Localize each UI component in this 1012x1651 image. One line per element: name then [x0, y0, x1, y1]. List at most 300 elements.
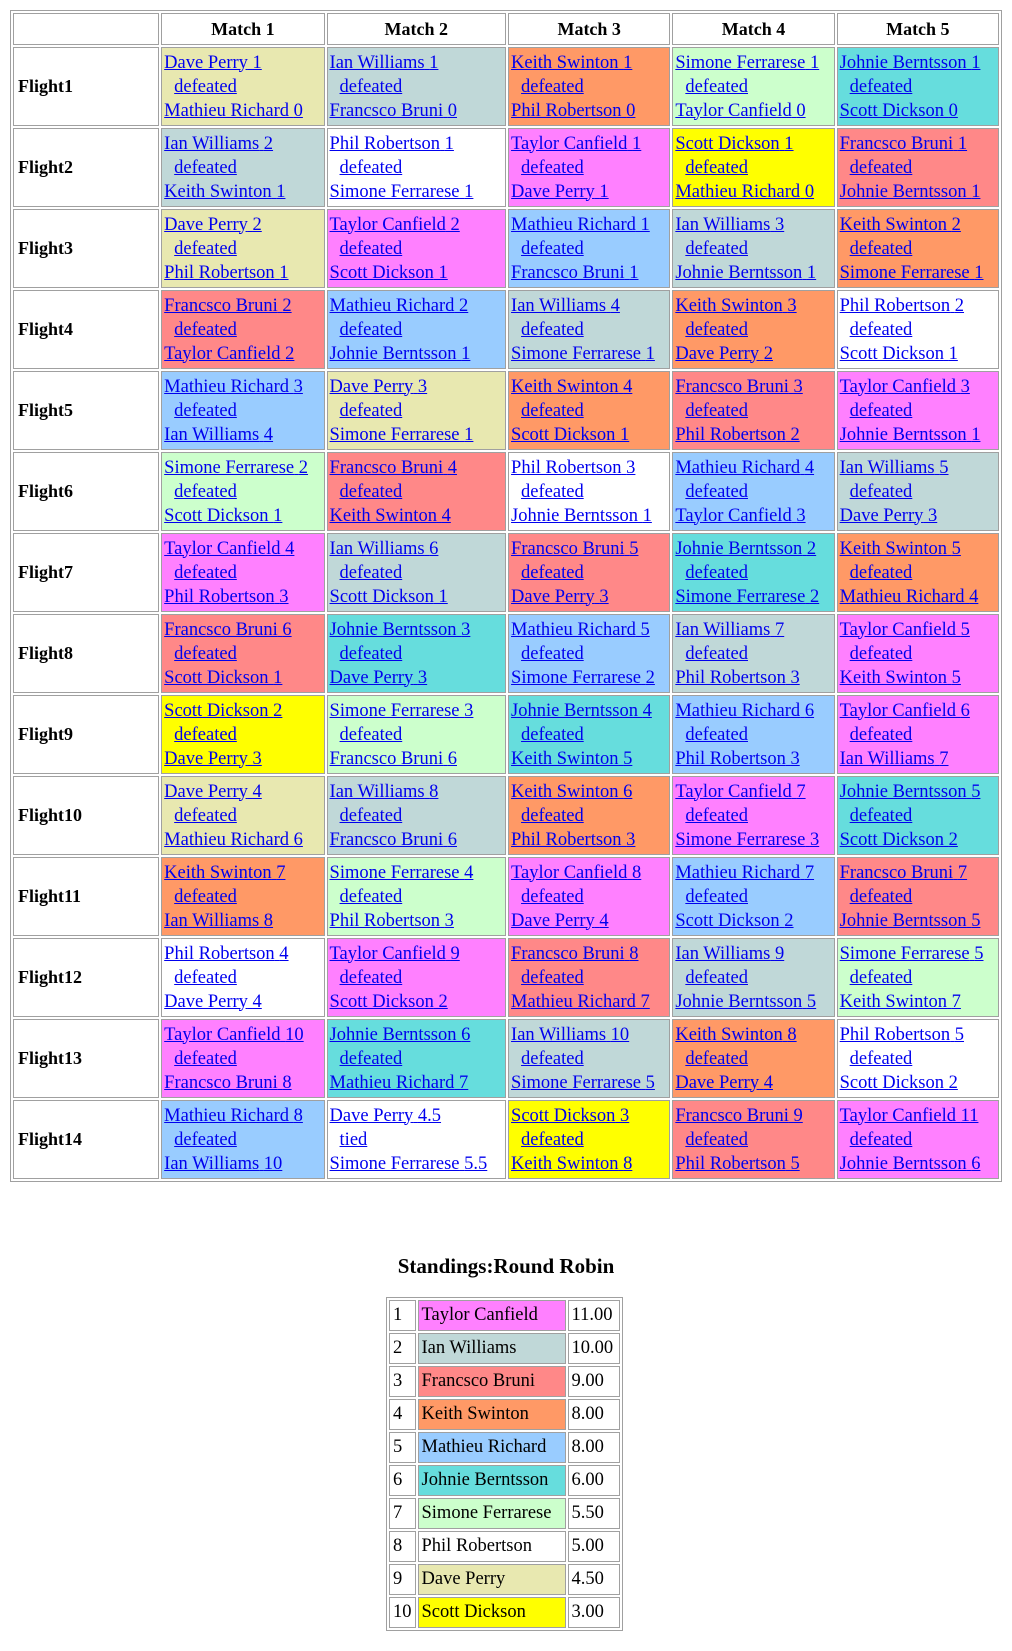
- loser-score: 4: [599, 910, 609, 931]
- match-loser: [164, 99, 323, 123]
- match-cell: [837, 857, 999, 936]
- winner-score: 9: [450, 943, 460, 964]
- winner-score: 6: [429, 538, 439, 559]
- match-result-link[interactable]: [164, 456, 323, 528]
- winner-score: 2: [273, 700, 283, 721]
- match-verb: defeated: [685, 400, 748, 421]
- match-result-link[interactable]: [840, 618, 998, 690]
- match-cell: [508, 47, 670, 126]
- match-result-link[interactable]: [330, 213, 506, 285]
- match-result-link[interactable]: [840, 375, 998, 447]
- flight-label: Flight7: [13, 533, 159, 612]
- match-verb: defeated: [339, 967, 403, 988]
- loser-name: Dave Perry: [164, 748, 248, 769]
- winner-score: 1: [640, 214, 650, 235]
- loser-score: 1: [948, 343, 958, 364]
- column-header: Match 4: [672, 13, 834, 45]
- match-result-link[interactable]: [164, 1023, 323, 1095]
- match-result-link[interactable]: [840, 1023, 998, 1095]
- winner-score: 4.5: [417, 1105, 442, 1126]
- loser-name: Phil Robertson: [675, 1153, 786, 1174]
- match-verb: defeated: [174, 76, 237, 97]
- schedule-table: [10, 10, 1002, 1182]
- match-result-link[interactable]: [330, 1104, 506, 1176]
- flight-row: [13, 209, 999, 288]
- match-verb: defeated: [849, 76, 913, 97]
- winner-score: 1: [809, 52, 820, 73]
- match-result-link[interactable]: [675, 861, 833, 933]
- winner-name: Francsco Bruni: [164, 295, 278, 316]
- match-verb: defeated: [174, 319, 237, 340]
- match-result-link[interactable]: [511, 618, 669, 690]
- match-result-link[interactable]: [164, 1104, 323, 1176]
- flight-label: Flight13: [13, 1019, 159, 1098]
- column-header: Match 2: [327, 13, 507, 45]
- match-result-link[interactable]: [675, 618, 833, 690]
- loser-name: Dave Perry: [675, 1072, 760, 1093]
- winner-name: Keith Swinton: [511, 376, 619, 397]
- match-result-link[interactable]: [840, 537, 998, 609]
- match-winner: [511, 51, 669, 75]
- match-cell: [508, 128, 670, 207]
- winner-score: 8: [293, 1105, 303, 1126]
- match-cell: [161, 695, 324, 774]
- loser-name: Dave Perry: [511, 181, 595, 202]
- loser-score: 0: [948, 100, 958, 121]
- standings-rank: 9: [389, 1564, 416, 1595]
- match-loser: [840, 828, 998, 852]
- match-cell: [837, 209, 999, 288]
- winner-name: Dave Perry: [164, 781, 248, 802]
- match-result-link[interactable]: [330, 537, 506, 609]
- match-verb: defeated: [849, 643, 913, 664]
- winner-name: Taylor Canfield: [164, 538, 281, 559]
- match-verb: defeated: [521, 76, 584, 97]
- match-result-link[interactable]: [330, 375, 506, 447]
- standings-points: 9.00: [568, 1366, 620, 1397]
- loser-score: 5.5: [464, 1153, 488, 1174]
- flight-row: [13, 695, 999, 774]
- flight-row: [13, 47, 999, 126]
- match-result-link[interactable]: [511, 456, 669, 528]
- loser-name: Simone Ferrarese: [675, 586, 806, 607]
- match-loser: [675, 99, 833, 123]
- match-loser: [511, 504, 669, 528]
- match-result-link[interactable]: [330, 1023, 506, 1095]
- winner-score: 8: [629, 943, 639, 964]
- standings-points: 4.50: [568, 1564, 620, 1595]
- match-loser: [675, 909, 833, 933]
- winner-name: Keith Swinton: [675, 295, 783, 316]
- standings-points: 10.00: [568, 1333, 620, 1364]
- winner-score: 5: [629, 538, 639, 559]
- standings-row: [389, 1465, 620, 1496]
- loser-score: 2: [784, 910, 794, 931]
- match-result-link[interactable]: [675, 942, 833, 1014]
- match-winner: [330, 456, 506, 480]
- winner-name: Scott Dickson: [675, 133, 780, 154]
- standings-row: [389, 1564, 620, 1595]
- winner-score: 5: [939, 457, 949, 478]
- winner-name: Dave Perry: [164, 52, 248, 73]
- winner-name: Simone Ferrarese: [839, 943, 970, 964]
- loser-name: Johnie Berntsson: [839, 910, 967, 931]
- match-winner: [511, 213, 669, 237]
- winner-name: Dave Perry: [329, 1105, 414, 1126]
- match-cell: [161, 209, 324, 288]
- match-cell: [161, 614, 324, 693]
- match-verb: defeated: [849, 238, 913, 259]
- match-loser: [164, 990, 323, 1014]
- match-loser: [840, 99, 998, 123]
- match-cell: [672, 371, 834, 450]
- match-result-link[interactable]: [675, 294, 833, 366]
- match-winner: [164, 618, 323, 642]
- winner-name: Johnie Berntsson: [839, 781, 967, 802]
- match-result-link[interactable]: [164, 861, 323, 933]
- match-result-link[interactable]: [675, 375, 833, 447]
- winner-score: 3: [774, 214, 785, 235]
- winner-name: Francsco Bruni: [675, 1105, 789, 1126]
- winner-score: 4: [642, 700, 652, 721]
- match-cell: [161, 290, 324, 369]
- winner-name: Taylor Canfield: [511, 133, 628, 154]
- loser-score: 3: [796, 505, 806, 526]
- winner-name: Keith Swinton: [511, 52, 619, 73]
- match-result-link[interactable]: [511, 213, 669, 285]
- match-result-link[interactable]: [675, 213, 833, 285]
- match-verb: defeated: [339, 481, 403, 502]
- match-result-link[interactable]: [840, 51, 998, 123]
- match-winner: [511, 618, 669, 642]
- loser-name: Scott Dickson: [675, 910, 780, 931]
- match-cell: [327, 614, 507, 693]
- match-result-link[interactable]: [330, 618, 506, 690]
- standings-points: 6.00: [568, 1465, 620, 1496]
- standings-table: [386, 1297, 623, 1631]
- winner-score: 3: [464, 700, 474, 721]
- match-result-link[interactable]: [164, 51, 323, 123]
- standings-rank: 7: [389, 1498, 416, 1529]
- match-loser: [330, 99, 506, 123]
- winner-score: 8: [632, 862, 642, 883]
- loser-name: Dave Perry: [511, 586, 595, 607]
- match-result-link[interactable]: [675, 699, 833, 771]
- loser-name: Phil Robertson: [675, 424, 786, 445]
- winner-score: 1: [623, 52, 633, 73]
- match-loser: [840, 342, 998, 366]
- loser-name: Ian Williams: [164, 1153, 260, 1174]
- match-winner: [840, 132, 998, 156]
- match-verb: defeated: [849, 805, 913, 826]
- standings-rank: 10: [389, 1597, 416, 1628]
- match-winner: [675, 294, 833, 318]
- loser-score: 2: [438, 991, 448, 1012]
- loser-name: Simone Ferrarese: [511, 667, 642, 688]
- standings-row: [389, 1531, 620, 1562]
- winner-name: Mathieu Richard: [675, 457, 801, 478]
- match-result-link[interactable]: [675, 1104, 833, 1176]
- match-result-link[interactable]: [511, 861, 669, 933]
- match-winner: [675, 213, 833, 237]
- loser-name: Johnie Berntsson: [839, 181, 967, 202]
- match-loser: [840, 909, 998, 933]
- match-verb: defeated: [521, 481, 584, 502]
- winner-name: Francsco Bruni: [511, 538, 625, 559]
- match-result-link[interactable]: [511, 375, 669, 447]
- loser-name: Ian Williams: [839, 748, 935, 769]
- loser-score: 7: [640, 991, 650, 1012]
- match-loser: [164, 585, 323, 609]
- match-winner: [511, 375, 669, 399]
- match-cell: [672, 776, 834, 855]
- match-result-link[interactable]: [164, 213, 323, 285]
- match-cell: [837, 371, 999, 450]
- match-verb: defeated: [849, 1129, 913, 1150]
- match-result-link[interactable]: [840, 780, 998, 852]
- match-cell: [508, 452, 670, 531]
- match-cell: [508, 371, 670, 450]
- match-loser: [840, 747, 998, 771]
- match-verb: defeated: [685, 1129, 748, 1150]
- loser-score: 6: [971, 1153, 981, 1174]
- match-winner: [675, 456, 833, 480]
- match-result-link[interactable]: [330, 699, 506, 771]
- winner-score: 2: [459, 295, 469, 316]
- match-result-link[interactable]: [330, 780, 506, 852]
- match-loser: [675, 1152, 833, 1176]
- winner-name: Keith Swinton: [511, 781, 619, 802]
- match-result-link[interactable]: [164, 942, 323, 1014]
- winner-name: Taylor Canfield: [329, 214, 446, 235]
- loser-score: 1: [629, 262, 639, 283]
- match-loser: [675, 747, 833, 771]
- match-loser: [330, 990, 506, 1014]
- loser-score: 1: [620, 424, 630, 445]
- match-verb: defeated: [174, 400, 237, 421]
- standings-player: Ian Williams: [418, 1333, 566, 1364]
- match-cell: [161, 938, 324, 1017]
- match-result-link[interactable]: [675, 132, 833, 204]
- match-result-link[interactable]: [511, 942, 669, 1014]
- loser-name: Phil Robertson: [164, 586, 275, 607]
- match-cell: [672, 938, 834, 1017]
- winner-score: 2: [263, 133, 274, 154]
- winner-name: Johnie Berntsson: [329, 1024, 457, 1045]
- match-result-link[interactable]: [164, 780, 323, 852]
- match-winner: [164, 699, 323, 723]
- winner-name: Mathieu Richard: [329, 295, 455, 316]
- match-result-link[interactable]: [330, 861, 506, 933]
- match-result-link[interactable]: [675, 780, 833, 852]
- match-result-link[interactable]: [840, 456, 998, 528]
- loser-score: 1: [273, 505, 283, 526]
- match-cell: [508, 857, 670, 936]
- match-result-link[interactable]: [511, 132, 669, 204]
- loser-score: 3: [279, 586, 289, 607]
- loser-name: Mathieu Richard: [839, 586, 965, 607]
- match-result-link[interactable]: [164, 537, 323, 609]
- match-result-link[interactable]: [330, 942, 506, 1014]
- winner-name: Francsco Bruni: [839, 133, 954, 154]
- winner-score: 3: [293, 376, 303, 397]
- loser-name: Johnie Berntsson: [329, 343, 457, 364]
- loser-score: 5: [623, 748, 633, 769]
- match-winner: [840, 861, 998, 885]
- winner-name: Francsco Bruni: [675, 376, 789, 397]
- corner-cell: [13, 13, 159, 45]
- winner-score: 4: [623, 376, 633, 397]
- loser-score: 5: [645, 1072, 655, 1093]
- match-result-link[interactable]: [511, 294, 669, 366]
- standings-points: 5.50: [568, 1498, 620, 1529]
- match-result-link[interactable]: [511, 1023, 669, 1095]
- match-result-link[interactable]: [840, 699, 998, 771]
- match-result-link[interactable]: [164, 294, 323, 366]
- match-loser: [164, 828, 323, 852]
- match-verb: defeated: [339, 319, 403, 340]
- loser-score: 10: [263, 1153, 283, 1174]
- winner-score: 7: [957, 862, 968, 883]
- match-loser: [675, 585, 833, 609]
- match-verb: defeated: [521, 1129, 584, 1150]
- loser-name: Francsco Bruni: [329, 748, 444, 769]
- loser-name: Taylor Canfield: [675, 505, 792, 526]
- match-loser: [675, 1071, 833, 1095]
- loser-name: Ian Williams: [164, 424, 260, 445]
- match-loser: [675, 666, 833, 690]
- standings-rank: 5: [389, 1432, 416, 1463]
- flight-label: Flight5: [13, 371, 159, 450]
- match-result-link[interactable]: [330, 132, 506, 204]
- match-result-link[interactable]: [164, 132, 323, 204]
- winner-name: Phil Robertson: [839, 295, 951, 316]
- match-verb: defeated: [521, 157, 584, 178]
- match-winner: [164, 294, 323, 318]
- standings-row: [389, 1366, 620, 1397]
- winner-name: Mathieu Richard: [511, 214, 636, 235]
- match-result-link[interactable]: [164, 618, 323, 690]
- match-winner: [675, 780, 833, 804]
- match-cell: [161, 776, 324, 855]
- match-verb: defeated: [174, 643, 237, 664]
- standings-rank: 3: [389, 1366, 416, 1397]
- match-cell: [672, 1019, 834, 1098]
- match-result-link[interactable]: [511, 780, 669, 852]
- winner-score: 5: [960, 619, 970, 640]
- match-loser: [330, 747, 506, 771]
- winner-name: Phil Robertson: [329, 133, 441, 154]
- winner-name: Francsco Bruni: [839, 862, 954, 883]
- match-verb: defeated: [849, 157, 913, 178]
- match-result-link[interactable]: [511, 1104, 669, 1176]
- flight-row: [13, 938, 999, 1017]
- match-verb: defeated: [174, 724, 237, 745]
- standings-player: Dave Perry: [418, 1564, 566, 1595]
- match-winner: [164, 51, 323, 75]
- match-loser: [164, 342, 323, 366]
- match-result-link[interactable]: [330, 456, 506, 528]
- match-loser: [840, 666, 998, 690]
- match-winner: [164, 1023, 323, 1047]
- match-verb: defeated: [339, 76, 403, 97]
- match-loser: [511, 909, 669, 933]
- match-result-link[interactable]: [840, 1104, 998, 1176]
- match-verb: defeated: [849, 886, 913, 907]
- match-result-link[interactable]: [330, 294, 506, 366]
- match-winner: [164, 456, 323, 480]
- winner-name: Scott Dickson: [164, 700, 269, 721]
- match-cell: [672, 209, 834, 288]
- winner-name: Ian Williams: [329, 781, 425, 802]
- match-loser: [511, 423, 669, 447]
- loser-name: Ian Williams: [164, 910, 260, 931]
- winner-score: 1: [429, 52, 439, 73]
- match-result-link[interactable]: [164, 375, 323, 447]
- match-loser: [840, 1071, 998, 1095]
- standings-player: Taylor Canfield: [418, 1300, 566, 1331]
- match-loser: [511, 747, 669, 771]
- match-cell: [327, 1100, 507, 1179]
- loser-name: Francsco Bruni: [511, 262, 625, 283]
- winner-name: Taylor Canfield: [839, 376, 956, 397]
- match-result-link[interactable]: [675, 1023, 833, 1095]
- winner-score: 9: [774, 943, 785, 964]
- winner-score: 7: [276, 862, 286, 883]
- match-result-link[interactable]: [511, 537, 669, 609]
- match-result-link[interactable]: [840, 132, 998, 204]
- loser-score: 3: [444, 910, 454, 931]
- match-result-link[interactable]: [675, 537, 833, 609]
- match-result-link[interactable]: [164, 699, 323, 771]
- match-result-link[interactable]: [330, 51, 506, 123]
- match-winner: [675, 861, 833, 885]
- match-result-link[interactable]: [840, 942, 998, 1014]
- match-result-link[interactable]: [511, 699, 669, 771]
- match-winner: [330, 699, 506, 723]
- match-winner: [675, 942, 833, 966]
- loser-name: Johnie Berntsson: [675, 262, 803, 283]
- match-result-link[interactable]: [675, 456, 833, 528]
- match-result-link[interactable]: [840, 861, 998, 933]
- loser-name: Simone Ferrarese: [329, 1153, 460, 1174]
- match-result-link[interactable]: [511, 51, 669, 123]
- match-verb: defeated: [339, 886, 403, 907]
- match-loser: [330, 504, 506, 528]
- match-cell: [837, 290, 999, 369]
- loser-score: 1: [642, 505, 652, 526]
- match-result-link[interactable]: [840, 213, 998, 285]
- match-result-link[interactable]: [675, 51, 833, 123]
- match-verb: tied: [339, 1129, 368, 1150]
- winner-name: Phil Robertson: [164, 943, 275, 964]
- match-loser: [164, 504, 323, 528]
- winner-score: 3: [787, 295, 797, 316]
- match-winner: [511, 132, 669, 156]
- match-cell: [508, 695, 670, 774]
- match-result-link[interactable]: [840, 294, 998, 366]
- match-winner: [840, 213, 998, 237]
- loser-score: 1: [974, 262, 984, 283]
- loser-score: 4: [763, 1072, 773, 1093]
- loser-score: 1: [276, 181, 286, 202]
- loser-name: Scott Dickson: [164, 505, 269, 526]
- loser-name: Simone Ferrarese: [675, 829, 806, 850]
- loser-name: Taylor Canfield: [164, 343, 281, 364]
- match-loser: [330, 180, 506, 204]
- loser-score: 1: [438, 262, 448, 283]
- winner-name: Phil Robertson: [511, 457, 622, 478]
